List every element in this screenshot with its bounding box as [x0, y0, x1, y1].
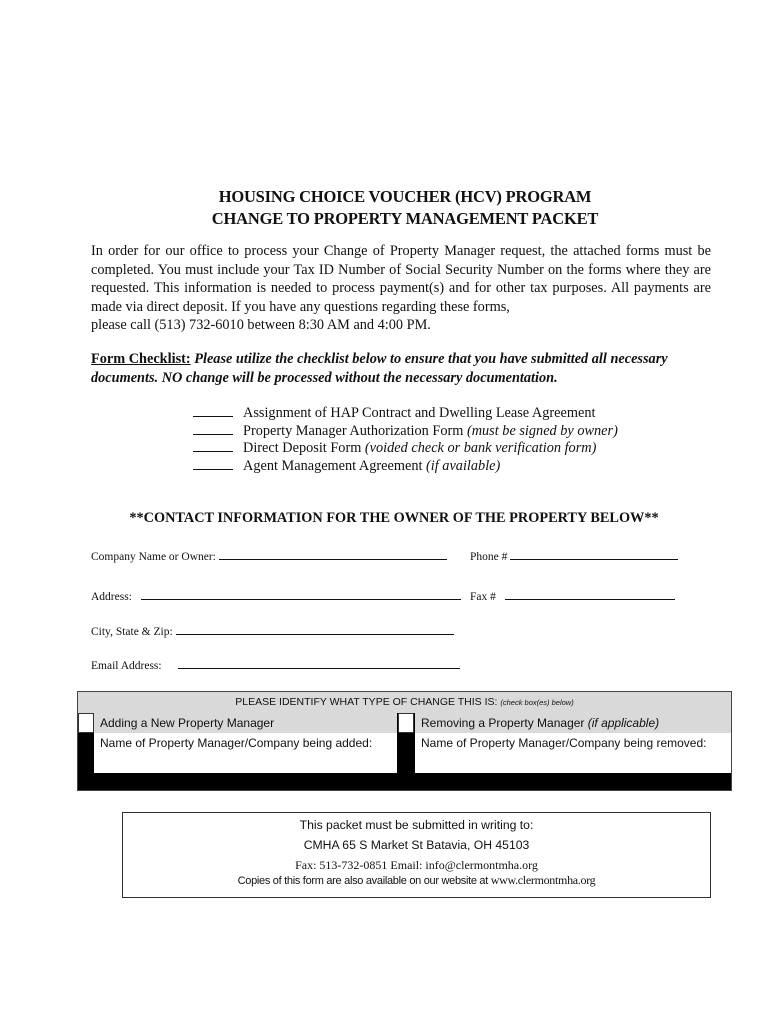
checklist-item-text: Agent Management Agreement: [243, 457, 427, 474]
contact-heading: **CONTACT INFORMATION FOR THE OWNER OF THE PROPERTY BELOW**: [129, 510, 659, 526]
phone-input-line[interactable]: [510, 549, 678, 560]
fax-input-line[interactable]: [505, 589, 675, 600]
intro-paragraph: In order for our office to process your Change of Property Manager request, the attached forms must be completed. You must include your Tax ID Number of Social Security Number on the forms where they are requested. This information is needed to process payment(s) and for other tax purposes. All payments are made via direct deposit. If you have any questions regarding these forms,: [91, 243, 711, 315]
check-blank[interactable]: [193, 404, 233, 417]
city-label: City, State & Zip:: [91, 626, 173, 638]
phone-field: [470, 549, 678, 563]
checklist-item-text: Assignment of HAP Contract and Dwelling Lease Agreement: [243, 405, 596, 421]
email-label: Email Address:: [91, 660, 162, 672]
add-manager-checkbox[interactable]: [78, 713, 94, 733]
change-type-heading-note: (check box(es) below): [500, 698, 574, 707]
email-input-line[interactable]: [178, 658, 460, 669]
checklist-label: Form Checklist:: [91, 351, 191, 367]
checklist-item: [193, 439, 618, 457]
city-input-line[interactable]: [176, 624, 454, 635]
city-field: [91, 624, 454, 638]
remove-manager-name-field[interactable]: [415, 733, 731, 753]
fax-field: [470, 589, 675, 603]
check-blank[interactable]: [193, 422, 233, 435]
phone-label: Phone #: [470, 551, 508, 563]
remove-manager-name-label: Name of Property Manager/Company being removed:: [421, 736, 707, 750]
change-type-heading: [78, 692, 731, 714]
check-blank[interactable]: [193, 439, 233, 452]
office-address: CMHA 65 S Market St Batavia, OH 45103: [303, 838, 530, 852]
fax-email-line: Fax: 513-732-0851 Email: info@clermontmha.org: [295, 858, 538, 872]
checklist-item-text: Direct Deposit Form: [243, 440, 365, 456]
checklist-instructions: Please utilize the checklist below to ensure that you have submitted all necessary documents. NO change will be processed without the necessary documentation.: [91, 351, 668, 386]
fax-label: Fax #: [470, 591, 496, 603]
checklist-item: [193, 404, 618, 422]
address-label: Address:: [91, 591, 132, 603]
email-field: [91, 658, 460, 672]
address-input-line[interactable]: [141, 589, 461, 600]
checklist-item-text: Property Manager Authorization Form: [243, 422, 467, 439]
checklist-heading: [91, 350, 711, 387]
document-title-line-2: CHANGE TO PROPERTY MANAGEMENT PACKET: [211, 209, 599, 228]
change-type-heading-text: PLEASE IDENTIFY WHAT TYPE OF CHANGE THIS IS:: [235, 696, 501, 708]
add-manager-name-label: Name of Property Manager/Company being added:: [100, 736, 373, 750]
checklist-item: [193, 422, 618, 440]
website-link[interactable]: www.clermontmha.org: [490, 873, 596, 887]
checklist-items: [193, 404, 618, 474]
checklist-item-note: (voided check or bank verification form): [364, 440, 597, 456]
change-type-table: [77, 691, 732, 791]
submission-instruction: This packet must be submitted in writing to:: [299, 818, 534, 832]
intro-contact-line: please call (513) 732-6010 between 8:30 AM and 4:00 PM.: [91, 317, 431, 333]
website-text: Copies of this form are also available on our website at: [237, 875, 491, 887]
website-line: [123, 873, 710, 888]
remove-manager-checkbox[interactable]: [398, 713, 414, 733]
remove-manager-option: [415, 713, 731, 733]
company-field: [91, 549, 447, 563]
company-label: Company Name or Owner:: [91, 551, 216, 563]
add-manager-option: [94, 713, 397, 733]
submission-info-box: [122, 812, 711, 898]
add-manager-name-field[interactable]: [94, 733, 397, 753]
checklist-item-note: (must be signed by owner): [466, 422, 618, 439]
check-blank[interactable]: [193, 457, 233, 470]
bottom-black-bar: [78, 773, 731, 790]
add-manager-title: Adding a New Property Manager: [100, 716, 275, 730]
company-input-line[interactable]: [219, 549, 447, 560]
checklist-item: [193, 457, 618, 475]
document-title-line-1: HOUSING CHOICE VOUCHER (HCV) PROGRAM: [218, 187, 592, 206]
remove-manager-title: Removing a Property Manager: [421, 716, 588, 730]
remove-manager-note: (if applicable): [587, 716, 660, 730]
checklist-item-note: (if available): [426, 457, 501, 474]
address-field: [91, 589, 461, 603]
